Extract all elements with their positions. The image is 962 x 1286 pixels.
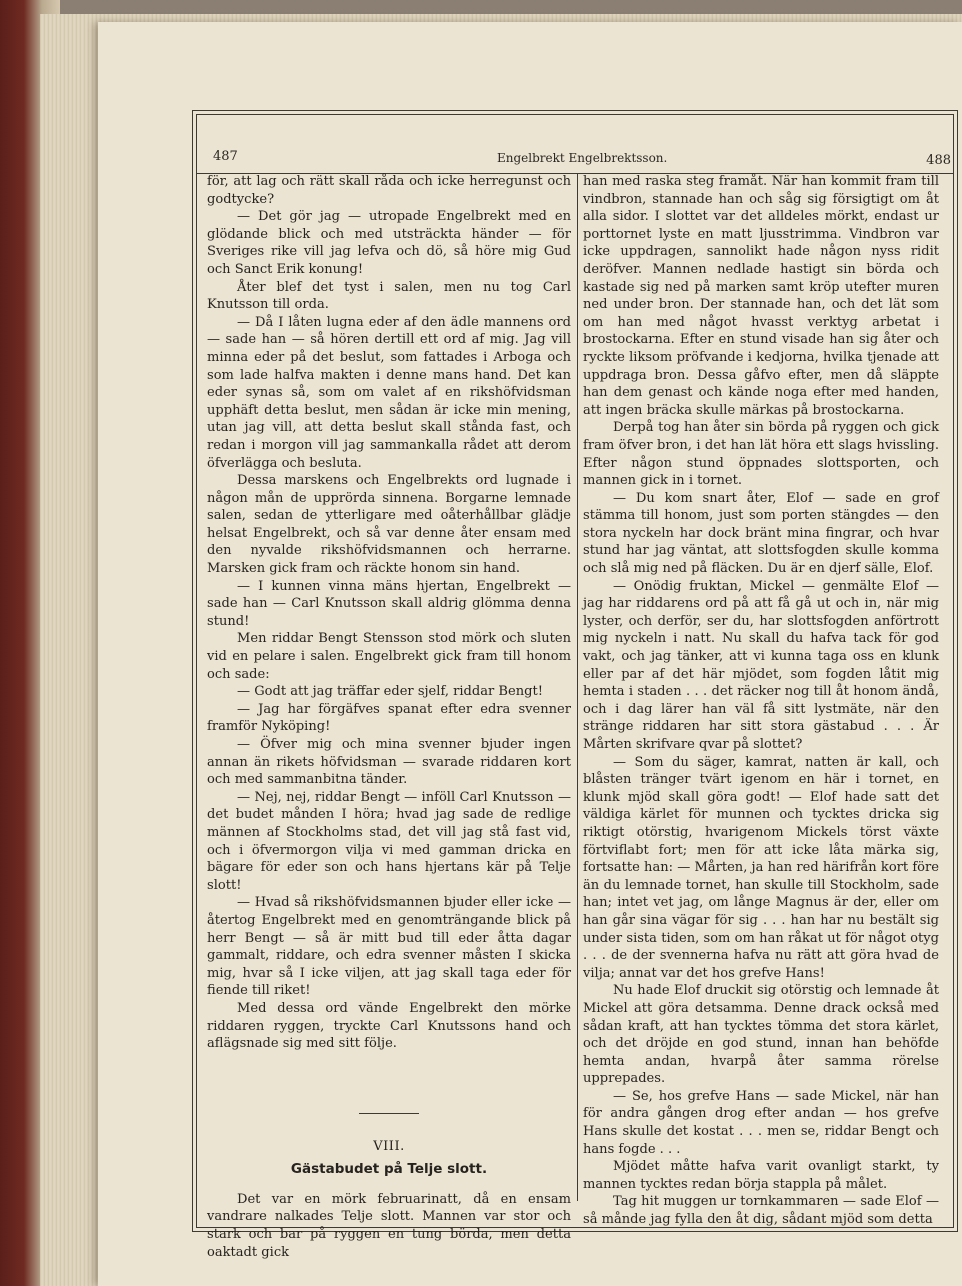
- paragraph: Det var en mörk februarinatt, då en ensam vandrare nalkades Telje slott. Mannen var stor och stark och bar på ryggen en tung börda, men detta oaktadt gick: [207, 1191, 571, 1260]
- paragraph: Med dessa ord vände Engelbrekt den mörke riddaren ryggen, tryckte Carl Knutssons hand och aflägsnade sig med sitt följe.: [207, 1000, 571, 1052]
- paragraph: — Se, hos grefve Hans — sade Mickel, när han för andra gången drog efter andan — hos grefve Hans skulle det kostat . . . men se, riddar Bengt och hans fogde . . .: [583, 1088, 939, 1157]
- paragraph: han med raska steg framåt. När han kommit fram till vindbron, stannade han och såg sig försigtigt om åt alla sidor. I slottet var det alldeles mörkt, endast ur porttornet lyste en matt ljusstrimma. Vindbron var icke uppdragen, sannolikt hade någon nyss ridit deröfver. Mannen nedlade hastigt sin börda och kastade sig ned på marken samt kröp utefter muren ned under bron. Der stannade han, och det lät som om han med något hvasst verktyg arbetat i brostockarna. Efter en stund visade han sig åter och ryckte liksom pröfvande i kedjorna, hvilka tjenade att uppdraga bron. Dessa gåfvo efter, men då släppte han dem genast och kände noga efter med handen, att ingen bräcka skulle märkas på brostockarna.: [583, 174, 939, 418]
- chapter-number: VIII.: [373, 1138, 405, 1154]
- paragraph: — Jag har förgäfves spanat efter edra svenner framför Nyköping!: [207, 701, 571, 735]
- paragraph: — Det gör jag — utropade Engelbrekt med en glödande blick och med utsträckta händer — för Sveriges rike vill jag lefva och dö, så höre mig Gud och Sanct Erik konung!: [207, 209, 571, 277]
- paragraph: — Nej, nej, riddar Bengt — inföll Carl Knutsson — det budet månden I höra; hvad jag sade de redlige männen af Stockholms stad, det vill jag stå fast vid, och i öfvermorgon vilja vi med gamman dricka en bägare för eder son och hans hjertans kär på Telje slott!: [207, 789, 571, 893]
- paragraph: för, att lag och rätt skall råda och icke herregunst och godtycke?: [207, 174, 571, 207]
- book-page: [98, 22, 962, 1286]
- paragraph: Tag hit muggen ur tornkammaren — sade Elof — så månde jag fylla den åt dig, sådant mjöd som detta: [583, 1194, 939, 1228]
- paragraph: Mjödet måtte hafva varit ovanligt starkt, ty mannen tycktes redan börja stappla på målet.: [583, 1159, 939, 1192]
- chapter-separator: [359, 1113, 419, 1114]
- paragraph: — Då I låten lugna eder af den ädle mannens ord — sade han — så hören dertill ett ord af mig. Jag vill minna eder på det beslut, som fattades i Arboga och som lade halfva makten i denne mans hand. Det kan eder synas så, som om valet af en rikshöfvidsman upphäft detta beslut, men sådan är icke min mening, utan jag vill, att detta beslut skall stånda fast, och redan i morgon vill jag sammankalla rådet att derom öfverlägga och besluta.: [207, 314, 571, 471]
- paragraph: — I kunnen vinna mäns hjertan, Engelbrekt — sade han — Carl Knutsson skall aldrig glömma denna stund!: [207, 578, 571, 629]
- left-column: [207, 173, 571, 1260]
- paragraph: Nu hade Elof druckit sig otörstig och lemnade åt Mickel att göra detsamma. Denne drack också med sådan kraft, att han tycktes tömma det stora kärlet, och det dröjde en god stund, innan han behöfde hemta andan, hvarpå åter samma rörelse upprepades.: [583, 983, 939, 1087]
- page-number-right: 488: [926, 153, 951, 168]
- paragraph: Derpå tog han åter sin börda på ryggen och gick fram öfver bron, i det han lät höra ett slags hvissling. Efter någon stund öppnades slottsporten, och mannen gick in i tornet.: [583, 420, 939, 489]
- paragraph: Åter blef det tyst i salen, men nu tog Carl Knutsson till orda.: [207, 279, 571, 313]
- paragraph: Dessa marskens och Engelbrekts ord lugnade i någon mån de upprörda sinnena. Borgarne lemnade salen, sedan de ytterligare med oåterhållbar glädje helsat Engelbrekt, och så var denne åter ensam med den nyvalde rikshöfvidsmannen och herrarne. Marsken gick fram och räckte honom sin hand.: [207, 473, 571, 577]
- paragraph: Men riddar Bengt Stensson stod mörk och sluten vid en pelare i salen. Engelbrekt gick fram till honom och sade:: [207, 631, 571, 682]
- paragraph: — Hvad så rikshöfvidsmannen bjuder eller icke — återtog Engelbrekt med en genomträngande blick på herr Bengt — så är mitt bud till eder åtta dagar gammalt, riddare, och edra svenner måsten I skicka mig, hvar så I icke viljen, att jag skall taga eder för fiende till riket!: [207, 895, 571, 999]
- paragraph: — Du kom snart åter, Elof — sade en grof stämma till honom, just som porten stängdes — den stora nyckeln har dock bränt mina fingrar, och hvar stund har jag väntat, att slottsfogden skulle komma och slå mig ned på fläcken. Du är en djerf sälle, Elof.: [583, 490, 939, 577]
- paragraph: — Öfver mig och mina svenner bjuder ingen annan än rikets höfvidsman — svarade riddaren kort och med sammanbitna tänder.: [207, 737, 571, 788]
- chapter-title: Gästabudet på Telje slott.: [290, 1161, 488, 1178]
- paragraph: — Som du säger, kamrat, natten är kall, och blåsten tränger tvärt igenom en här i tornet, en klunk mjöd skall göra godt! — Elof hade satt det väldiga kärlet för munnen och tycktes dricka sig riktigt otörstig, hvarigenom Mickels törst växte förtviflabt fort; men för att icke låta märka sig, fortsatte han: — Mårten, ja han red härifrån kort före än du lemnade tornet, han skulle till Stockholm, sade han; intet vet jag, om långe Magnus är der, eller om han går sina vägar för sig . . . han har nu bestält sig under sista tiden, som om han råkat ut för något otyg . . . de der svennerna hafva nu rätt att göra hvad de vilja; annat var det hos grefve Hans!: [583, 754, 939, 981]
- right-column: [583, 173, 939, 1228]
- paragraph: — Onödig fruktan, Mickel — genmälte Elof — jag har riddarens ord på att få gå ut och in, när mig lyster, och derför, ser du, har slottsfogden anförtrott mig nyckeln i natt. Nu skall du hafva tack för god vakt, och jag tänker, att vi kunna taga oss en klunk eller par af det här mjödet, som fogden låtit mig hemta i staden . . . det räcker nog till åt honom ändå, och i dag lärer han väl få sitt lystmäte, när den stränge riddaren har sitt stora gästabud . . . Är Mårten skrifvare qvar på slottet?: [583, 578, 939, 752]
- running-header: [197, 141, 953, 168]
- column-divider: [577, 173, 578, 1201]
- page-frame: [196, 114, 954, 1260]
- paragraph: — Godt att jag träffar eder sjelf, riddar Bengt!: [237, 684, 543, 700]
- running-title: Engelbrekt Engelbrektsson.: [497, 151, 668, 165]
- page-number-left: 487: [213, 149, 238, 164]
